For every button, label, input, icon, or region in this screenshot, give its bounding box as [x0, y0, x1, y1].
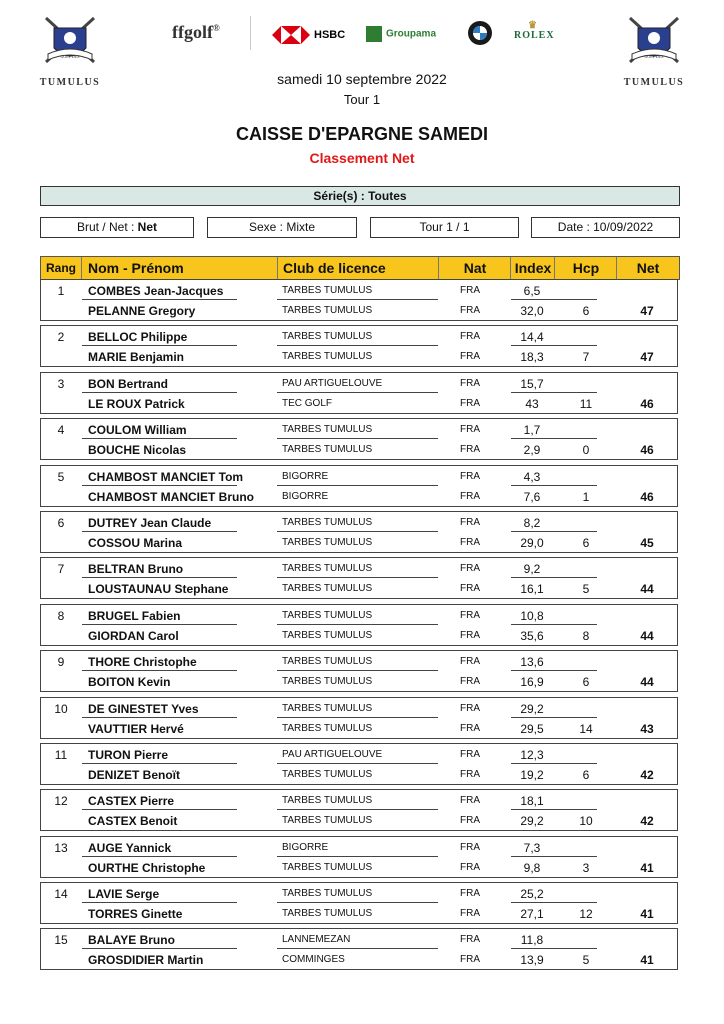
rank-cell: 1	[57, 284, 65, 298]
player-nat: FRA	[460, 536, 480, 548]
rank-cell: 10	[54, 701, 68, 716]
player-row	[41, 671, 679, 691]
event-tour: Tour 1	[343, 92, 381, 107]
player-name: LE ROUX Patrick	[88, 396, 185, 411]
player-index: 7,3	[523, 840, 541, 855]
player-index: 27,1	[520, 907, 544, 922]
player-row	[41, 300, 679, 320]
player-name: GIORDAN Carol	[88, 628, 179, 643]
team-hcp: 3	[582, 860, 590, 875]
col-club: Club de licence	[277, 257, 443, 279]
player-nat: FRA	[460, 888, 480, 900]
player-index: 29,2	[520, 701, 544, 716]
player-row	[41, 346, 679, 366]
brut-net-label: Brut / Net :	[76, 220, 135, 234]
player-nat: FRA	[460, 285, 480, 296]
player-name: AUGE Yannick	[88, 840, 172, 855]
sexe-value: Mixte	[286, 220, 316, 234]
player-index: 29,0	[520, 535, 544, 550]
team-net: 46	[640, 396, 654, 411]
player-index: 16,1	[520, 582, 544, 597]
player-index: 11,8	[520, 933, 544, 948]
player-name: CASTEX Benoit	[88, 814, 178, 829]
brut-net-box	[40, 217, 194, 238]
team-hcp: 1	[582, 489, 590, 504]
player-club: TARBES TUMULUS	[282, 285, 373, 296]
player-index: 4,3	[523, 469, 541, 484]
player-name: BELTRAN Bruno	[88, 562, 184, 577]
player-nat: FRA	[460, 702, 480, 714]
table-row	[40, 604, 678, 646]
golf-crest-icon	[40, 14, 100, 72]
player-index: 8,2	[523, 515, 541, 530]
player-club: TARBES TUMULUS	[282, 583, 373, 595]
team-hcp: 8	[582, 628, 590, 643]
col-nat: Nat	[438, 257, 511, 279]
player-name: BOUCHE Nicolas	[88, 443, 187, 458]
player-index: 19,2	[520, 767, 544, 782]
player-row	[41, 280, 679, 300]
player-row	[41, 419, 679, 439]
team-hcp: 7	[582, 350, 590, 365]
player-club: TARBES TUMULUS	[282, 888, 373, 900]
player-club: BIGORRE	[282, 470, 329, 482]
player-nat: FRA	[460, 861, 480, 873]
rank-cell: 2	[57, 330, 65, 345]
player-club: TARBES TUMULUS	[282, 908, 373, 920]
table-row	[40, 372, 678, 414]
player-club: PAU ARTIGUELOUVE	[282, 748, 383, 760]
tumulus-logo-text: TUMULUS	[39, 77, 101, 88]
player-club: TARBES TUMULUS	[282, 768, 373, 780]
player-name: TORRES Ginette	[88, 907, 183, 922]
player-club: TARBES TUMULUS	[282, 351, 373, 363]
player-row	[41, 651, 679, 671]
rank-cell: 12	[54, 794, 68, 809]
player-club: TARBES TUMULUS	[282, 702, 373, 714]
table-row	[40, 465, 678, 507]
player-nat: FRA	[460, 583, 480, 595]
player-club: TARBES TUMULUS	[282, 563, 373, 575]
player-row	[41, 810, 679, 830]
team-net: 42	[640, 814, 654, 829]
player-nat: FRA	[460, 815, 480, 827]
page-title: CAISSE D'EPARGNE SAMEDI	[236, 124, 488, 144]
player-nat: FRA	[460, 377, 480, 389]
player-index: 29,2	[520, 814, 544, 829]
player-name: CHAMBOST MANCIET Tom	[88, 469, 244, 484]
player-name: THORE Christophe	[88, 655, 197, 670]
player-row	[41, 698, 679, 718]
player-nat: FRA	[460, 676, 480, 688]
player-index: 12,3	[520, 747, 544, 762]
rolex-logo: ♛ ROLEX	[514, 20, 555, 41]
ffgolf-logo: ffgolf®	[172, 22, 220, 42]
tumulus-logo-text: TUMULUS	[623, 77, 685, 88]
team-net: 41	[640, 953, 654, 968]
table-row	[40, 789, 678, 831]
player-index: 13,6	[520, 655, 544, 670]
player-index: 35,6	[520, 628, 544, 643]
player-index: 7,6	[523, 489, 541, 504]
col-net: Net	[616, 257, 679, 279]
player-club: TARBES TUMULUS	[282, 609, 373, 621]
team-net: 42	[640, 767, 654, 782]
team-hcp: 5	[582, 582, 590, 597]
team-hcp: 6	[582, 767, 590, 782]
player-index: 6,5	[523, 284, 541, 298]
player-index: 15,7	[520, 376, 544, 391]
team-net: 45	[640, 535, 654, 550]
player-index: 1,7	[523, 423, 541, 438]
player-name: MARIE Benjamin	[88, 350, 185, 365]
table-row	[40, 836, 678, 878]
player-index: 32,0	[520, 304, 544, 318]
groupama-icon	[366, 26, 382, 42]
player-index: 25,2	[520, 887, 544, 902]
player-club: TARBES TUMULUS	[282, 676, 373, 688]
col-name: Nom - Prénom	[81, 257, 284, 279]
date-box: Date : 10/09/2022	[531, 217, 680, 238]
event-date: samedi 10 septembre 2022	[277, 71, 447, 87]
rank-cell: 3	[57, 376, 65, 391]
team-net: 44	[640, 628, 654, 643]
player-nat: FRA	[460, 305, 480, 316]
player-name: DENIZET Benoït	[88, 767, 180, 782]
player-row	[41, 790, 679, 810]
svg-text:GOLF DES: GOLF DES	[644, 54, 664, 59]
player-name: LOUSTAUNAU Stephane	[88, 582, 229, 597]
player-name: COMBES Jean-Jacques	[88, 284, 224, 298]
player-club: PAU ARTIGUELOUVE	[282, 377, 383, 389]
rank-cell: 14	[54, 887, 68, 902]
player-index: 16,9	[520, 675, 544, 690]
player-row	[41, 718, 679, 738]
rank-cell: 7	[57, 562, 65, 577]
player-nat: FRA	[460, 841, 480, 853]
player-nat: FRA	[460, 331, 480, 343]
team-hcp: 0	[582, 443, 590, 458]
table-row	[40, 928, 678, 970]
table-header	[40, 256, 680, 280]
player-index: 43	[525, 396, 539, 411]
player-row	[41, 578, 679, 598]
player-name: BON Bertrand	[88, 376, 169, 391]
team-hcp: 12	[579, 907, 593, 922]
player-nat: FRA	[460, 795, 480, 807]
player-row	[41, 486, 679, 506]
player-nat: FRA	[460, 516, 480, 528]
col-index: Index	[510, 257, 555, 279]
team-net: 44	[640, 582, 654, 597]
svg-text:GOLF DES: GOLF DES	[60, 54, 80, 59]
player-nat: FRA	[460, 908, 480, 920]
player-club: TARBES TUMULUS	[282, 536, 373, 548]
player-row	[41, 393, 679, 413]
player-index: 9,2	[523, 562, 541, 577]
col-rang: Rang	[46, 261, 76, 275]
team-net: 46	[640, 489, 654, 504]
player-club: TARBES TUMULUS	[282, 444, 373, 456]
rank-cell: 9	[57, 655, 65, 670]
player-name: VAUTTIER Hervé	[88, 721, 184, 736]
team-hcp: 6	[582, 304, 590, 318]
bmw-logo-icon	[468, 21, 492, 45]
player-nat: FRA	[460, 954, 480, 966]
player-club: TARBES TUMULUS	[282, 305, 373, 316]
player-club: TARBES TUMULUS	[282, 629, 373, 641]
player-nat: FRA	[460, 563, 480, 575]
player-row	[41, 949, 679, 969]
tour-box: Tour 1 / 1	[370, 217, 519, 238]
player-club: TEC GOLF	[282, 397, 333, 409]
player-name: LAVIE Serge	[88, 887, 160, 902]
player-nat: FRA	[460, 470, 480, 482]
team-hcp: 6	[582, 535, 590, 550]
player-nat: FRA	[460, 629, 480, 641]
rank-cell: 6	[57, 515, 65, 530]
player-name: CHAMBOST MANCIET Bruno	[88, 489, 254, 504]
sponsor-banner	[152, 14, 580, 54]
rank-cell: 8	[57, 608, 65, 623]
player-club: TARBES TUMULUS	[282, 656, 373, 668]
team-net: 41	[640, 907, 654, 922]
player-name: DUTREY Jean Claude	[88, 515, 212, 530]
player-name: BALAYE Bruno	[88, 933, 175, 948]
player-name: BOITON Kevin	[88, 675, 171, 690]
player-club: TARBES TUMULUS	[282, 424, 373, 436]
hsbc-hexagon-icon	[272, 26, 310, 44]
player-nat: FRA	[460, 609, 480, 621]
player-row	[41, 512, 679, 532]
player-name: GROSDIDIER Martin	[88, 953, 204, 968]
player-index: 18,3	[520, 350, 544, 365]
team-net: 47	[640, 350, 654, 365]
player-index: 9,8	[523, 860, 541, 875]
rank-cell: 5	[57, 469, 65, 484]
player-row	[41, 857, 679, 877]
player-nat: FRA	[460, 444, 480, 456]
table-row	[40, 418, 678, 460]
player-nat: FRA	[460, 748, 480, 760]
sponsor-divider	[250, 16, 251, 50]
brut-net-value: Net	[137, 220, 158, 234]
team-net: 41	[640, 860, 654, 875]
player-row	[41, 605, 679, 625]
player-name: COULOM William	[88, 423, 187, 438]
player-nat: FRA	[460, 722, 480, 734]
player-row	[41, 929, 679, 949]
table-row	[40, 325, 678, 367]
col-hcp: Hcp	[554, 257, 617, 279]
player-row	[41, 466, 679, 486]
team-hcp: 11	[579, 396, 593, 411]
crown-icon: ♛	[528, 20, 538, 31]
player-club: COMMINGES	[282, 954, 345, 966]
player-nat: FRA	[460, 351, 480, 363]
player-index: 29,5	[520, 721, 544, 736]
player-row	[41, 439, 679, 459]
player-index: 18,1	[520, 794, 544, 809]
results-table	[40, 279, 678, 975]
player-name: PELANNE Gregory	[88, 304, 196, 318]
rank-cell: 15	[54, 933, 68, 948]
player-club: TARBES TUMULUS	[282, 331, 373, 343]
player-row	[41, 764, 679, 784]
player-row	[41, 326, 679, 346]
rank-cell: 4	[57, 423, 65, 438]
player-nat: FRA	[460, 934, 480, 946]
team-hcp: 10	[579, 814, 593, 829]
player-name: CASTEX Pierre	[88, 794, 175, 809]
player-name: BELLOC Philippe	[88, 330, 188, 345]
sexe-label: Sexe :	[248, 220, 283, 234]
player-index: 2,9	[523, 443, 541, 458]
player-row	[41, 373, 679, 393]
team-net: 47	[640, 304, 654, 318]
team-net: 43	[640, 721, 654, 736]
player-name: BRUGEL Fabien	[88, 608, 181, 623]
rank-cell: 11	[54, 747, 68, 762]
table-row	[40, 650, 678, 692]
player-club: TARBES TUMULUS	[282, 722, 373, 734]
player-index: 13,9	[520, 953, 544, 968]
player-nat: FRA	[460, 424, 480, 436]
player-name: COSSOU Marina	[88, 535, 183, 550]
player-club: TARBES TUMULUS	[282, 815, 373, 827]
player-row	[41, 744, 679, 764]
team-net: 44	[640, 675, 654, 690]
player-row	[41, 883, 679, 903]
groupama-logo: Groupama	[366, 26, 436, 42]
player-nat: FRA	[460, 490, 480, 502]
player-row	[41, 903, 679, 923]
player-index: 14,4	[520, 330, 544, 345]
table-row	[40, 557, 678, 599]
team-hcp: 14	[579, 721, 593, 736]
team-hcp: 5	[582, 953, 590, 968]
table-row	[40, 279, 678, 321]
player-name: DE GINESTET Yves	[88, 701, 199, 716]
player-name: OURTHE Christophe	[88, 860, 206, 875]
player-nat: FRA	[460, 656, 480, 668]
player-club: TARBES TUMULUS	[282, 516, 373, 528]
table-row	[40, 511, 678, 553]
player-row	[41, 558, 679, 578]
series-banner: Série(s) : Toutes	[40, 186, 680, 206]
table-row	[40, 743, 678, 785]
page-subtitle: Classement Net	[309, 150, 415, 166]
player-row	[41, 532, 679, 552]
player-club: LANNEMEZAN	[282, 934, 351, 946]
player-nat: FRA	[460, 768, 480, 780]
player-nat: FRA	[460, 397, 480, 409]
rank-cell: 13	[54, 840, 68, 855]
player-club: TARBES TUMULUS	[282, 795, 373, 807]
player-club: TARBES TUMULUS	[282, 861, 373, 873]
sexe-box	[207, 217, 357, 238]
team-hcp: 6	[582, 675, 590, 690]
player-club: BIGORRE	[282, 841, 329, 853]
team-net: 46	[640, 443, 654, 458]
player-name: TURON Pierre	[88, 747, 169, 762]
player-row	[41, 837, 679, 857]
hsbc-logo: HSBC	[272, 26, 310, 47]
player-club: BIGORRE	[282, 490, 329, 502]
player-row	[41, 625, 679, 645]
table-row	[40, 882, 678, 924]
table-row	[40, 697, 678, 739]
player-index: 10,8	[520, 608, 544, 623]
golf-crest-icon	[624, 14, 684, 72]
